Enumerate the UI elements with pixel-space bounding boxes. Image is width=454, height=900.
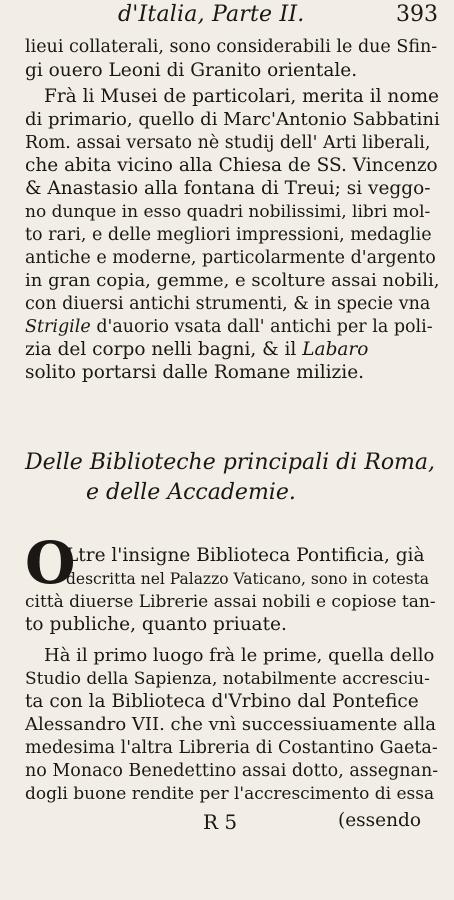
- text-line: no dunque in esso quadri nobilissimi, libri mol-: [25, 202, 431, 222]
- text-line: [25, 339, 415, 361]
- catchword: (essendo: [338, 810, 421, 831]
- text-line: solito portarsi dalle Romane milizie.: [25, 362, 365, 383]
- text-line: gi ouero Leoni di Granito orientale.: [25, 60, 358, 81]
- text-line: che abita vicino alla Chiesa de SS. Vincenzo: [25, 155, 438, 176]
- running-title: d'Italia, Parte II.: [118, 2, 305, 27]
- text-line: di primario, quello di Marc'Antonio Sabbatini: [25, 109, 440, 130]
- text-line: Ltre l'insigne Biblioteca Pontificia, già: [66, 545, 425, 566]
- text-line: Studio della Sapienza, notabilmente accresciu-: [25, 669, 430, 689]
- text-line: no Monaco Benedettino assai dotto, assegnan-: [25, 761, 439, 781]
- text-fragment: d'auorio vsata dall' antichi per la poli-: [96, 317, 433, 337]
- text-line: Alessandro VII. che vnì successiuamente alla: [25, 714, 436, 735]
- text-line: Hà il primo luogo frà le prime, quella dello: [44, 645, 435, 666]
- text-line: ta con la Biblioteca d'Vrbino dal Pontefice: [25, 691, 419, 712]
- text-line: descritta nel Palazzo Vaticano, sono in cotesta: [66, 570, 430, 588]
- text-line: città diuerse Librerie assai nobili e copiose tan-: [25, 592, 436, 612]
- text-line: lieui collaterali, sono considerabili le due Sfin-: [25, 37, 438, 57]
- text-line: con diuersi antichi strumenti, & in specie vna: [25, 294, 431, 314]
- text-line: to rari, e delle megliori impressioni, medaglie: [25, 225, 432, 245]
- text-line: in gran copia, gemme, e scolture assai nobili,: [25, 270, 440, 291]
- text-line: Frà li Musei de particolari, merita il nome: [44, 86, 439, 107]
- page-header: [0, 2, 454, 32]
- drop-cap: O: [25, 529, 76, 597]
- text-fragment: zia del corpo nelli bagni, & il: [25, 339, 297, 360]
- section-heading: Delle Biblioteche principali di Roma,: [25, 450, 436, 475]
- text-line: antiche e moderne, particolarmente d'argento: [25, 248, 436, 268]
- text-line: to publiche, quanto priuate.: [25, 614, 287, 635]
- italic-word: Strigile: [25, 317, 91, 337]
- italic-word: Labaro: [302, 339, 369, 360]
- signature-mark: R 5: [203, 810, 238, 834]
- section-heading: e delle Accademie.: [86, 480, 296, 505]
- text-line: Rom. assai versato nè studij dell' Arti liberali,: [25, 133, 431, 153]
- text-line: & Anastasio alla fontana di Treui; si veggo-: [25, 178, 431, 199]
- text-line: dogli buone rendite per l'accrescimento di essa: [25, 784, 435, 804]
- page-number: 393: [396, 2, 438, 27]
- text-line: medesima l'altra Libreria di Costantino Gaeta-: [25, 738, 438, 758]
- text-line: [25, 316, 433, 338]
